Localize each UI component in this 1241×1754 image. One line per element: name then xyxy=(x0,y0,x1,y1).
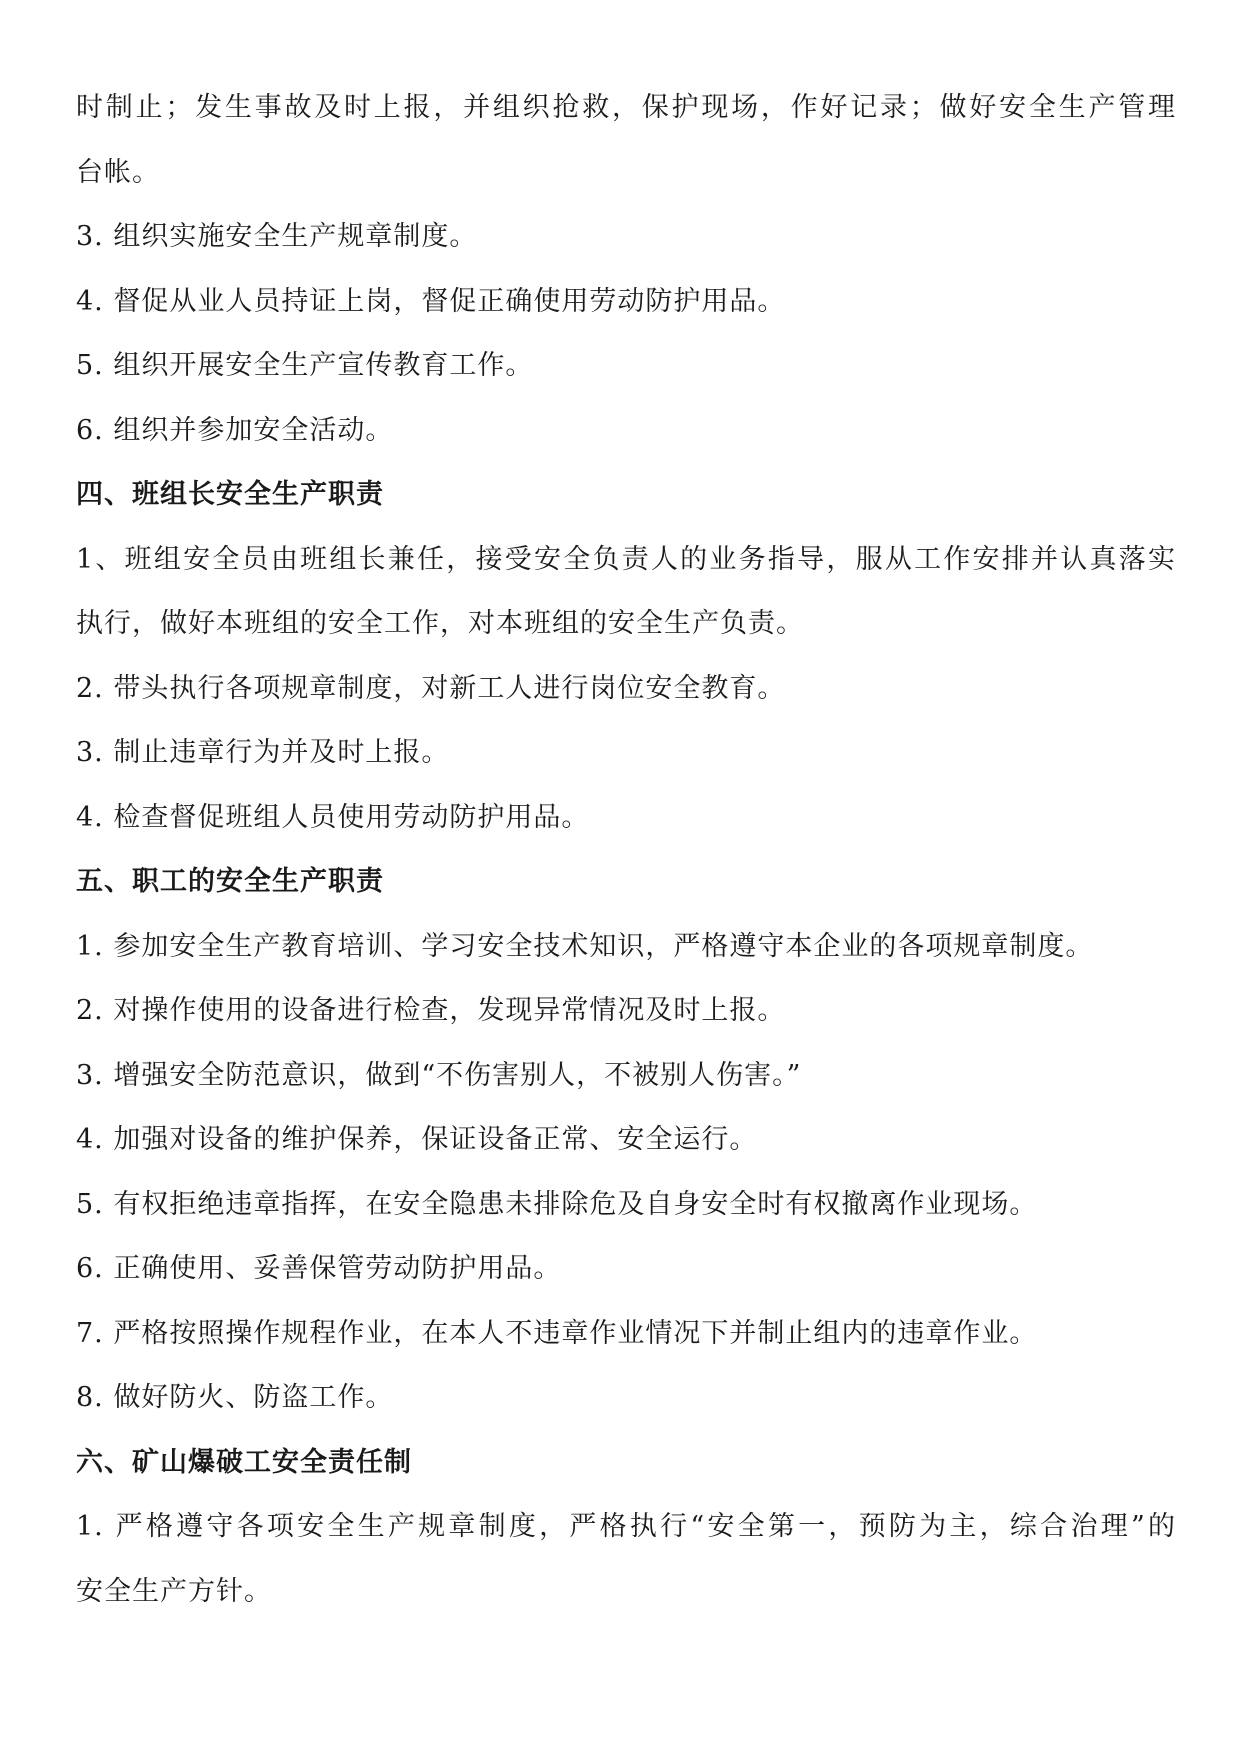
list-item: 4. 检查督促班组人员使用劳动防护用品。 xyxy=(76,801,590,833)
list-item: 1、班组安全员由班组长兼任，接受安全负责人的业务指导，服从工作安排并认真落实 xyxy=(76,543,1176,575)
list-item: 3. 制止违章行为并及时上报。 xyxy=(76,737,450,768)
list-item: 4. 加强对设备的维护保养，保证设备正常、安全运行。 xyxy=(76,1124,758,1155)
list-item: 5. 有权拒绝违章指挥，在安全隐患未排除危及自身安全时有权撤离作业现场。 xyxy=(76,1188,1038,1220)
paragraph-line: 台帐。 xyxy=(76,156,160,188)
section-heading: 六、矿山爆破工安全责任制 xyxy=(76,1446,412,1478)
list-item: 2. 带头执行各项规章制度，对新工人进行岗位安全教育。 xyxy=(76,672,786,704)
list-item: 3. 组织实施安全生产规章制度。 xyxy=(76,221,478,252)
list-item: 3. 增强安全防范意识，做到“不伤害别人，不被别人伤害。” xyxy=(76,1059,802,1091)
list-item: 6. 正确使用、妥善保管劳动防护用品。 xyxy=(76,1253,562,1284)
paragraph-line: 执行，做好本班组的安全工作，对本班组的安全生产负责。 xyxy=(76,608,804,639)
section-heading: 五、职工的安全生产职责 xyxy=(76,866,384,897)
list-item: 5. 组织开展安全生产宣传教育工作。 xyxy=(76,350,534,381)
paragraph-line: 安全生产方针。 xyxy=(76,1575,272,1607)
section-heading: 四、班组长安全生产职责 xyxy=(76,479,384,510)
list-item: 1. 参加安全生产教育培训、学习安全技术知识，严格遵守本企业的各项规章制度。 xyxy=(76,930,1094,962)
list-item: 8. 做好防火、防盗工作。 xyxy=(76,1382,394,1413)
document-page xyxy=(76,76,1176,1624)
list-item: 1. 严格遵守各项安全生产规章制度，严格执行“安全第一，预防为主，综合治理”的 xyxy=(76,1511,1176,1542)
paragraph-line: 时制止；发生事故及时上报，并组织抢救，保护现场，作好记录；做好安全生产管理 xyxy=(76,92,1176,123)
list-item: 6. 组织并参加安全活动。 xyxy=(76,414,394,446)
list-item: 2. 对操作使用的设备进行检查，发现异常情况及时上报。 xyxy=(76,995,786,1026)
list-item: 4. 督促从业人员持证上岗，督促正确使用劳动防护用品。 xyxy=(76,285,786,317)
list-item: 7. 严格按照操作规程作业，在本人不违章作业情况下并制止组内的违章作业。 xyxy=(76,1317,1038,1349)
